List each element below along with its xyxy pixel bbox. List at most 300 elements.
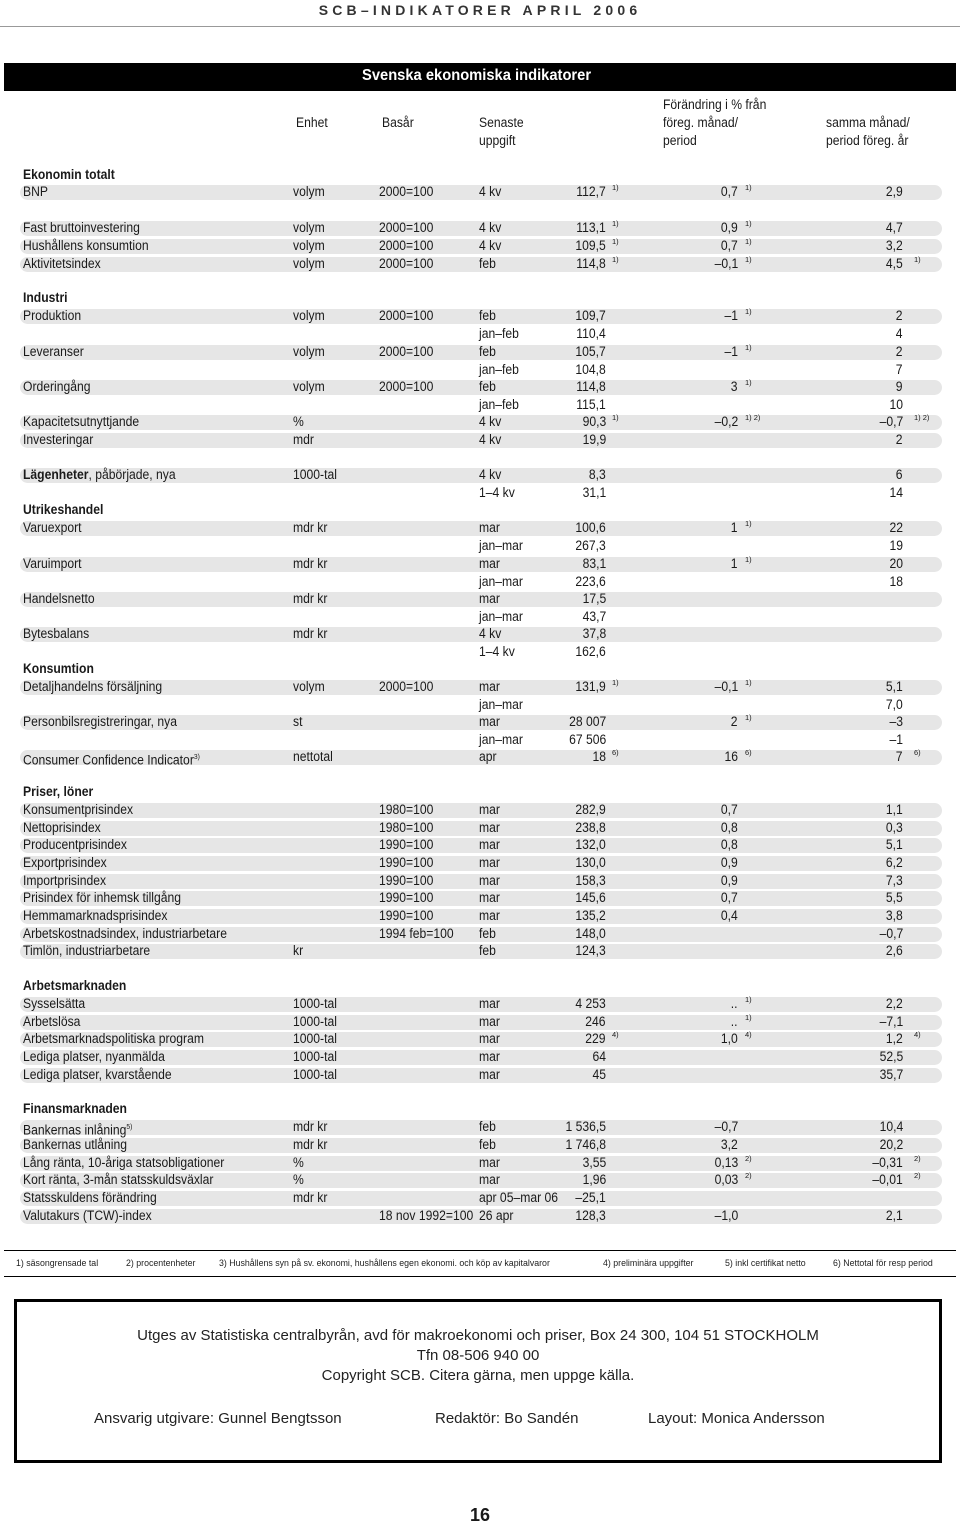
row-base-year: 2000=100: [379, 308, 434, 323]
row-latest-value: 4 253: [575, 996, 606, 1011]
row-change-prev-footnote-ref: 1): [745, 378, 752, 387]
row-change-prev: 0,9: [721, 873, 738, 888]
row-latest-value: 115,1: [576, 397, 606, 412]
row-change-prev-footnote-ref: 1): [745, 555, 752, 564]
row-unit: volym: [293, 184, 325, 199]
row-base-year: 1990=100: [379, 873, 434, 888]
row-change-prev: 16: [724, 749, 738, 764]
row-latest-footnote-ref: 1): [612, 678, 619, 687]
row-change-prev: 0,7: [721, 802, 738, 817]
row-change-prev: 2: [731, 714, 738, 729]
row-latest-footnote-ref: 1): [612, 255, 619, 264]
row-change-year: 6: [896, 467, 903, 482]
row-unit: volym: [293, 344, 325, 359]
row-unit: mdr kr: [293, 1137, 328, 1152]
row-base-year: 2000=100: [379, 344, 434, 359]
row-change-year: –0,31: [872, 1155, 903, 1170]
row-change-year: 2,2: [886, 996, 903, 1011]
row-change-prev-footnote-ref: 1): [745, 1013, 752, 1022]
row-unit: %: [293, 1172, 304, 1187]
row-change-prev: 0,7: [721, 238, 738, 253]
row-latest-value: 128,3: [575, 1208, 606, 1223]
row-label: Lång ränta, 10-åriga statsobligationer: [23, 1155, 225, 1170]
row-change-year: 5,1: [886, 837, 903, 852]
row-period: mar: [479, 908, 500, 923]
row-label: Exportprisindex: [23, 855, 107, 870]
row-latest-value: 109,5: [575, 238, 606, 253]
row-period: feb: [479, 1137, 496, 1152]
col-header-foreg-2: period: [663, 133, 697, 148]
row-period: mar: [479, 1049, 500, 1064]
row-latest-value: 114,8: [576, 379, 606, 394]
row-latest-value: –25,1: [575, 1190, 606, 1205]
row-change-year: –7,1: [879, 1014, 903, 1029]
row-unit: volym: [293, 679, 325, 694]
publisher-copyright: Copyright SCB. Citera gärna, men uppge källa.: [321, 1367, 635, 1384]
row-period: mar: [479, 855, 500, 870]
row-period: mar: [479, 820, 500, 835]
row-period: 4 kv: [479, 238, 502, 253]
row-latest-value: 90,3: [582, 414, 606, 429]
row-change-year-footnote-ref: 6): [914, 748, 921, 757]
row-latest-value: 113,1: [576, 220, 606, 235]
row-period: mar: [479, 996, 500, 1011]
row-change-year: 2,9: [886, 184, 903, 199]
section-industri: Industri: [23, 290, 68, 305]
row-change-year: 35,7: [879, 1067, 903, 1082]
row-label: Kapacitetsutnyttjande: [23, 414, 140, 429]
row-period: 4 kv: [479, 626, 502, 641]
credit-ansvarig: Ansvarig utgivare: Gunnel Bengtsson: [94, 1410, 342, 1427]
row-label: Sysselsätta: [23, 996, 86, 1011]
section-utrikeshandel: Utrikeshandel: [23, 502, 104, 517]
row-latest-value: 18: [592, 749, 606, 764]
row-period: mar: [479, 1031, 500, 1046]
row-change-prev: –0,2: [714, 414, 738, 429]
row-period: mar: [479, 1172, 500, 1187]
section-priser-loner: Priser, löner: [23, 784, 94, 799]
row-change-year: –3: [889, 714, 903, 729]
row-change-prev: –1: [724, 344, 738, 359]
row-unit: st: [293, 714, 303, 729]
row-change-year: –0,01: [872, 1172, 903, 1187]
row-period: apr: [479, 749, 497, 764]
row-change-year: 7: [896, 362, 903, 377]
row-base-year: 1990=100: [379, 837, 434, 852]
row-change-year: 7,0: [886, 697, 903, 712]
row-latest-value: 100,6: [575, 520, 606, 535]
section-arbetsmarknaden: Arbetsmarknaden: [23, 978, 127, 993]
row-change-prev-footnote-ref: 1): [745, 713, 752, 722]
row-label: Produktion: [23, 308, 82, 323]
row-latest-value: 104,8: [575, 362, 606, 377]
row-change-prev-footnote-ref: 4): [745, 1030, 752, 1039]
row-latest-value: 158,3: [575, 873, 606, 888]
row-unit: mdr kr: [293, 556, 328, 571]
row-latest-value: 132,0: [575, 837, 606, 852]
row-change-year: –0,7: [879, 926, 903, 941]
row-period: jan–feb: [479, 326, 519, 341]
row-label: Statsskuldens förändring: [23, 1190, 157, 1205]
row-label: Lediga platser, kvarstående: [23, 1067, 172, 1082]
row-period: 4 kv: [479, 467, 502, 482]
row-change-year: 5,5: [886, 890, 903, 905]
row-latest-footnote-ref: 1): [612, 183, 619, 192]
row-unit: 1000-tal: [293, 1049, 337, 1064]
row-label: Bankernas utlåning: [23, 1137, 128, 1152]
row-unit: volym: [293, 256, 325, 271]
row-unit: mdr kr: [293, 1190, 328, 1205]
row-label: Arbetsmarknadspolitiska program: [23, 1031, 204, 1046]
row-period: 4 kv: [479, 184, 502, 199]
row-change-year: 18: [889, 574, 903, 589]
row-change-year-footnote-ref: 4): [914, 1030, 921, 1039]
col-header-basar: Basår: [382, 115, 414, 130]
row-label: Fast bruttoinvestering: [23, 220, 140, 235]
row-change-prev-footnote-ref: 1): [745, 307, 752, 316]
row-latest-value: 267,3: [575, 538, 606, 553]
row-change-year: 5,1: [886, 679, 903, 694]
page-number: 16: [469, 1505, 491, 1525]
row-latest-value: 110,4: [576, 326, 606, 341]
row-base-year: 1990=100: [379, 855, 434, 870]
row-change-prev: –0,1: [714, 679, 738, 694]
credit-redaktor: Redaktör: Bo Sandén: [435, 1410, 579, 1427]
row-latest-value: 112,7: [576, 184, 606, 199]
row-change-year: 7,3: [886, 873, 903, 888]
row-change-prev-footnote-ref: 1): [745, 678, 752, 687]
row-label: Arbetslösa: [23, 1014, 81, 1029]
row-period: jan–feb: [479, 362, 519, 377]
row-label: Investeringar: [23, 432, 94, 447]
row-change-year: 0,3: [886, 820, 903, 835]
row-latest-value: 148,0: [575, 926, 606, 941]
row-change-year: 4,7: [886, 220, 903, 235]
row-change-prev-footnote-ref: 1): [745, 255, 752, 264]
row-base-year: 2000=100: [379, 184, 434, 199]
row-change-year: 2,6: [886, 943, 903, 958]
row-change-year: 6,2: [886, 855, 903, 870]
row-label: Timlön, industriarbetare: [23, 943, 151, 958]
col-header-forandring: Förändring i % från: [663, 97, 767, 112]
row-unit: nettotal: [293, 749, 333, 764]
row-period: feb: [479, 379, 496, 394]
row-change-prev-footnote-ref: 1): [745, 219, 752, 228]
publisher-box: [14, 1299, 942, 1463]
row-change-prev-footnote-ref: 1) 2): [745, 413, 761, 422]
row-label-footnote-ref: 3): [193, 752, 200, 761]
row-change-year: 2: [896, 432, 903, 447]
section-finansmarknaden: Finansmarknaden: [23, 1101, 127, 1116]
row-change-year: 52,5: [879, 1049, 903, 1064]
row-change-prev-footnote-ref: 1): [745, 237, 752, 246]
row-latest-value: 135,2: [575, 908, 606, 923]
row-period: mar: [479, 873, 500, 888]
col-header-samma: samma månad/: [826, 115, 910, 130]
row-label: BNP: [23, 184, 48, 199]
row-change-prev: –1,0: [714, 1208, 738, 1223]
footnote-5: 5) inkl certifikat netto: [725, 1258, 806, 1268]
col-header-enhet: Enhet: [296, 115, 328, 130]
row-latest-value: 17,5: [582, 591, 606, 606]
row-change-year: 3,8: [886, 908, 903, 923]
row-label: Kort ränta, 3-mån statsskuldsväxlar: [23, 1172, 214, 1187]
footnote-6: 6) Nettotal för resp period: [833, 1258, 933, 1268]
row-label: Varuimport: [23, 556, 82, 571]
row-label: Bankernas inlåning$^{5)}$: [23, 1122, 133, 1138]
row-label: Producentprisindex: [23, 837, 128, 852]
row-change-year: –0,7: [879, 414, 903, 429]
row-latest-value: 131,9: [575, 679, 606, 694]
row-change-prev-footnote-ref: 2): [745, 1154, 752, 1163]
row-change-prev-footnote-ref: 1): [745, 183, 752, 192]
row-period: mar: [479, 520, 500, 535]
publisher-address: Utges av Statistiska centralbyrån, avd för makroekonomi och priser, Box 24 300, 104 51 STOCKHOLM: [137, 1327, 819, 1344]
row-change-prev: –0,1: [714, 256, 738, 271]
row-unit: volym: [293, 238, 325, 253]
row-change-prev: 0,03: [714, 1172, 738, 1187]
row-label: Handelsnetto: [23, 591, 95, 606]
row-base-year: 2000=100: [379, 220, 434, 235]
footnote-2: 2) procentenheter: [126, 1258, 196, 1268]
table-title: Svenska ekonomiska indikatorer: [362, 67, 592, 84]
row-latest-value: 162,6: [575, 644, 606, 659]
row-period: mar: [479, 890, 500, 905]
row-latest-footnote-ref: 1): [612, 219, 619, 228]
row-change-prev: 3: [731, 379, 738, 394]
col-header-senaste-2: uppgift: [479, 133, 516, 148]
col-header-senaste: Senaste: [479, 115, 524, 130]
row-unit: %: [293, 1155, 304, 1170]
row-label: [23, 467, 176, 483]
row-label: Varuexport: [23, 520, 82, 535]
running-header: SCB–INDIKATORER APRIL 2006: [318, 2, 642, 18]
row-period: jan–feb: [479, 397, 519, 412]
row-period: mar: [479, 1014, 500, 1029]
row-change-prev: 0,13: [714, 1155, 738, 1170]
row-unit: mdr: [293, 432, 314, 447]
row-unit: %: [293, 414, 304, 429]
row-label: Lediga platser, nyanmälda: [23, 1049, 165, 1064]
row-period: feb: [479, 344, 496, 359]
row-change-year: 2: [896, 344, 903, 359]
row-latest-value: 1 536,5: [565, 1119, 606, 1134]
row-latest-footnote-ref: 6): [612, 748, 619, 757]
row-base-year: 1990=100: [379, 890, 434, 905]
row-latest-value: 1 746,8: [565, 1137, 606, 1152]
row-latest-value: 43,7: [582, 609, 606, 624]
row-change-prev: 0,9: [721, 855, 738, 870]
row-latest-value: 114,8: [576, 256, 606, 271]
row-change-year: 22: [889, 520, 903, 535]
row-latest-value: 8,3: [589, 467, 606, 482]
row-base-year: 1980=100: [379, 820, 434, 835]
row-period: jan–mar: [479, 609, 523, 624]
row-change-prev-footnote-ref: 6): [745, 748, 752, 757]
row-latest-value: 105,7: [575, 344, 606, 359]
row-latest-value: 124,3: [575, 943, 606, 958]
row-unit: 1000-tal: [293, 1014, 337, 1029]
row-change-year: 2,1: [886, 1208, 903, 1223]
row-latest-value: 28 007: [568, 714, 606, 729]
row-change-year: 4,5: [886, 256, 903, 271]
row-period: 4 kv: [479, 414, 502, 429]
row-latest-value: 1,96: [582, 1172, 606, 1187]
row-period: feb: [479, 1119, 496, 1134]
row-latest-value: 83,1: [582, 556, 606, 571]
row-unit: volym: [293, 379, 325, 394]
row-period: feb: [479, 308, 496, 323]
row-base-year: 2000=100: [379, 679, 434, 694]
row-label: Importprisindex: [23, 873, 107, 888]
footnote-4: 4) preliminära uppgifter: [603, 1258, 694, 1268]
row-label-bold: Lägenheter: [23, 467, 89, 482]
row-label: Valutakurs (TCW)-index: [23, 1208, 152, 1223]
row-unit: 1000-tal: [293, 996, 337, 1011]
row-latest-value: 45: [592, 1067, 606, 1082]
row-period: jan–mar: [479, 538, 523, 553]
row-change-year: 7: [896, 749, 903, 764]
row-period: mar: [479, 679, 500, 694]
row-base-year: 2000=100: [379, 238, 434, 253]
row-latest-value: 238,8: [575, 820, 606, 835]
row-change-year-footnote-ref: 2): [914, 1171, 921, 1180]
row-latest-value: 31,1: [582, 485, 606, 500]
row-change-year: 10: [889, 397, 903, 412]
row-change-year: 1,2: [886, 1031, 903, 1046]
row-label: Orderingång: [23, 379, 91, 394]
row-latest-value: 130,0: [575, 855, 606, 870]
row-period: mar: [479, 556, 500, 571]
row-latest-value: 229: [585, 1031, 606, 1046]
row-change-year-footnote-ref: 2): [914, 1154, 921, 1163]
row-label: Bytesbalans: [23, 626, 90, 641]
row-latest-footnote-ref: 1): [612, 237, 619, 246]
row-change-year: –1: [889, 732, 903, 747]
row-period: mar: [479, 1067, 500, 1082]
row-change-prev: 0,4: [721, 908, 738, 923]
row-change-year: 14: [889, 485, 903, 500]
row-unit: 1000-tal: [293, 1067, 337, 1082]
row-change-prev: 0,9: [721, 220, 738, 235]
row-label-rest: , påbörjade, nya: [88, 467, 176, 482]
footnote-3: 3) Hushållens syn på sv. ekonomi, hushållens egen ekonomi. och köp av kapitalvaror: [219, 1258, 550, 1268]
row-label: Leveranser: [23, 344, 84, 359]
publisher-phone: Tfn 08-506 940 00: [416, 1347, 540, 1364]
row-change-year-footnote-ref: 1): [914, 255, 921, 264]
row-label: Detaljhandelns försäljning: [23, 679, 163, 694]
row-period: feb: [479, 943, 496, 958]
footnote-rule-bottom: [4, 1276, 956, 1277]
row-change-year: 4: [896, 326, 903, 341]
row-change-prev: ..: [731, 1014, 738, 1029]
row-latest-value: 246: [585, 1014, 606, 1029]
row-change-prev: 3,2: [721, 1137, 738, 1152]
row-base-year: 1980=100: [379, 802, 434, 817]
row-change-prev-footnote-ref: 1): [745, 995, 752, 1004]
row-change-prev: 1: [731, 556, 738, 571]
row-label: Hushållens konsumtion: [23, 238, 149, 253]
row-change-prev-footnote-ref: 1): [745, 343, 752, 352]
row-base-year: 1994 feb=100: [379, 926, 454, 941]
row-period: jan–mar: [479, 732, 523, 747]
row-change-prev: 0,8: [721, 820, 738, 835]
row-period: feb: [479, 926, 496, 941]
row-change-prev: 0,8: [721, 837, 738, 852]
row-latest-value: 19,9: [582, 432, 606, 447]
section-konsumtion: Konsumtion: [23, 661, 94, 676]
row-change-prev: –0,7: [714, 1119, 738, 1134]
row-label: Consumer Confidence Indicator$^{3)}$: [23, 752, 200, 768]
row-change-prev-footnote-ref: 1): [745, 519, 752, 528]
row-label: Konsumentprisindex: [23, 802, 134, 817]
row-label: Prisindex för inhemsk tillgång: [23, 890, 182, 905]
row-period: mar: [479, 802, 500, 817]
row-change-year: 9: [896, 379, 903, 394]
row-period: mar: [479, 837, 500, 852]
row-latest-footnote-ref: 1): [612, 413, 619, 422]
row-period: 1–4 kv: [479, 485, 515, 500]
row-change-prev: 1: [731, 520, 738, 535]
row-change-prev: 1,0: [721, 1031, 738, 1046]
col-header-foreg: föreg. månad/: [663, 115, 738, 130]
row-latest-value: 282,9: [575, 802, 606, 817]
row-label: Arbetskostnadsindex, industriarbetare: [23, 926, 227, 941]
row-period: mar: [479, 1155, 500, 1170]
row-unit: volym: [293, 220, 325, 235]
row-latest-footnote-ref: 4): [612, 1030, 619, 1039]
row-change-year: 1,1: [886, 802, 903, 817]
row-change-year: 10,4: [879, 1119, 903, 1134]
row-change-prev: 0,7: [721, 184, 738, 199]
row-unit: volym: [293, 308, 325, 323]
row-unit: mdr kr: [293, 520, 328, 535]
row-period: mar: [479, 591, 500, 606]
row-latest-value: 223,6: [575, 574, 606, 589]
row-change-prev: 0,7: [721, 890, 738, 905]
row-change-year: 2: [896, 308, 903, 323]
row-period: mar: [479, 714, 500, 729]
row-latest-value: 64: [592, 1049, 606, 1064]
row-base-year: 2000=100: [379, 256, 434, 271]
row-latest-value: 37,8: [582, 626, 606, 641]
row-unit: mdr kr: [293, 591, 328, 606]
col-header-samma-2: period föreg. år: [826, 133, 909, 148]
row-unit: mdr kr: [293, 626, 328, 641]
header-rule: [0, 26, 960, 27]
row-base-year: 1990=100: [379, 908, 434, 923]
row-unit: 1000-tal: [293, 467, 337, 482]
row-change-prev: –1: [724, 308, 738, 323]
row-period: feb: [479, 256, 496, 271]
row-label: Nettoprisindex: [23, 820, 101, 835]
row-period: jan–mar: [479, 697, 523, 712]
row-label-footnote-ref: 5): [126, 1122, 133, 1131]
row-period: 4 kv: [479, 432, 502, 447]
footnote-rule-top: [4, 1250, 956, 1251]
row-label: Hemmamarknadsprisindex: [23, 908, 168, 923]
row-latest-value: 3,55: [582, 1155, 606, 1170]
row-latest-value: 109,7: [575, 308, 606, 323]
row-change-year: 20: [889, 556, 903, 571]
footnote-1: 1) säsongrensade tal: [16, 1258, 99, 1268]
row-label: Aktivitetsindex: [23, 256, 101, 271]
row-period: 4 kv: [479, 220, 502, 235]
row-change-year: 20,2: [879, 1137, 903, 1152]
row-unit: mdr kr: [293, 1119, 328, 1134]
row-period: 1–4 kv: [479, 644, 515, 659]
row-change-prev-footnote-ref: 2): [745, 1171, 752, 1180]
